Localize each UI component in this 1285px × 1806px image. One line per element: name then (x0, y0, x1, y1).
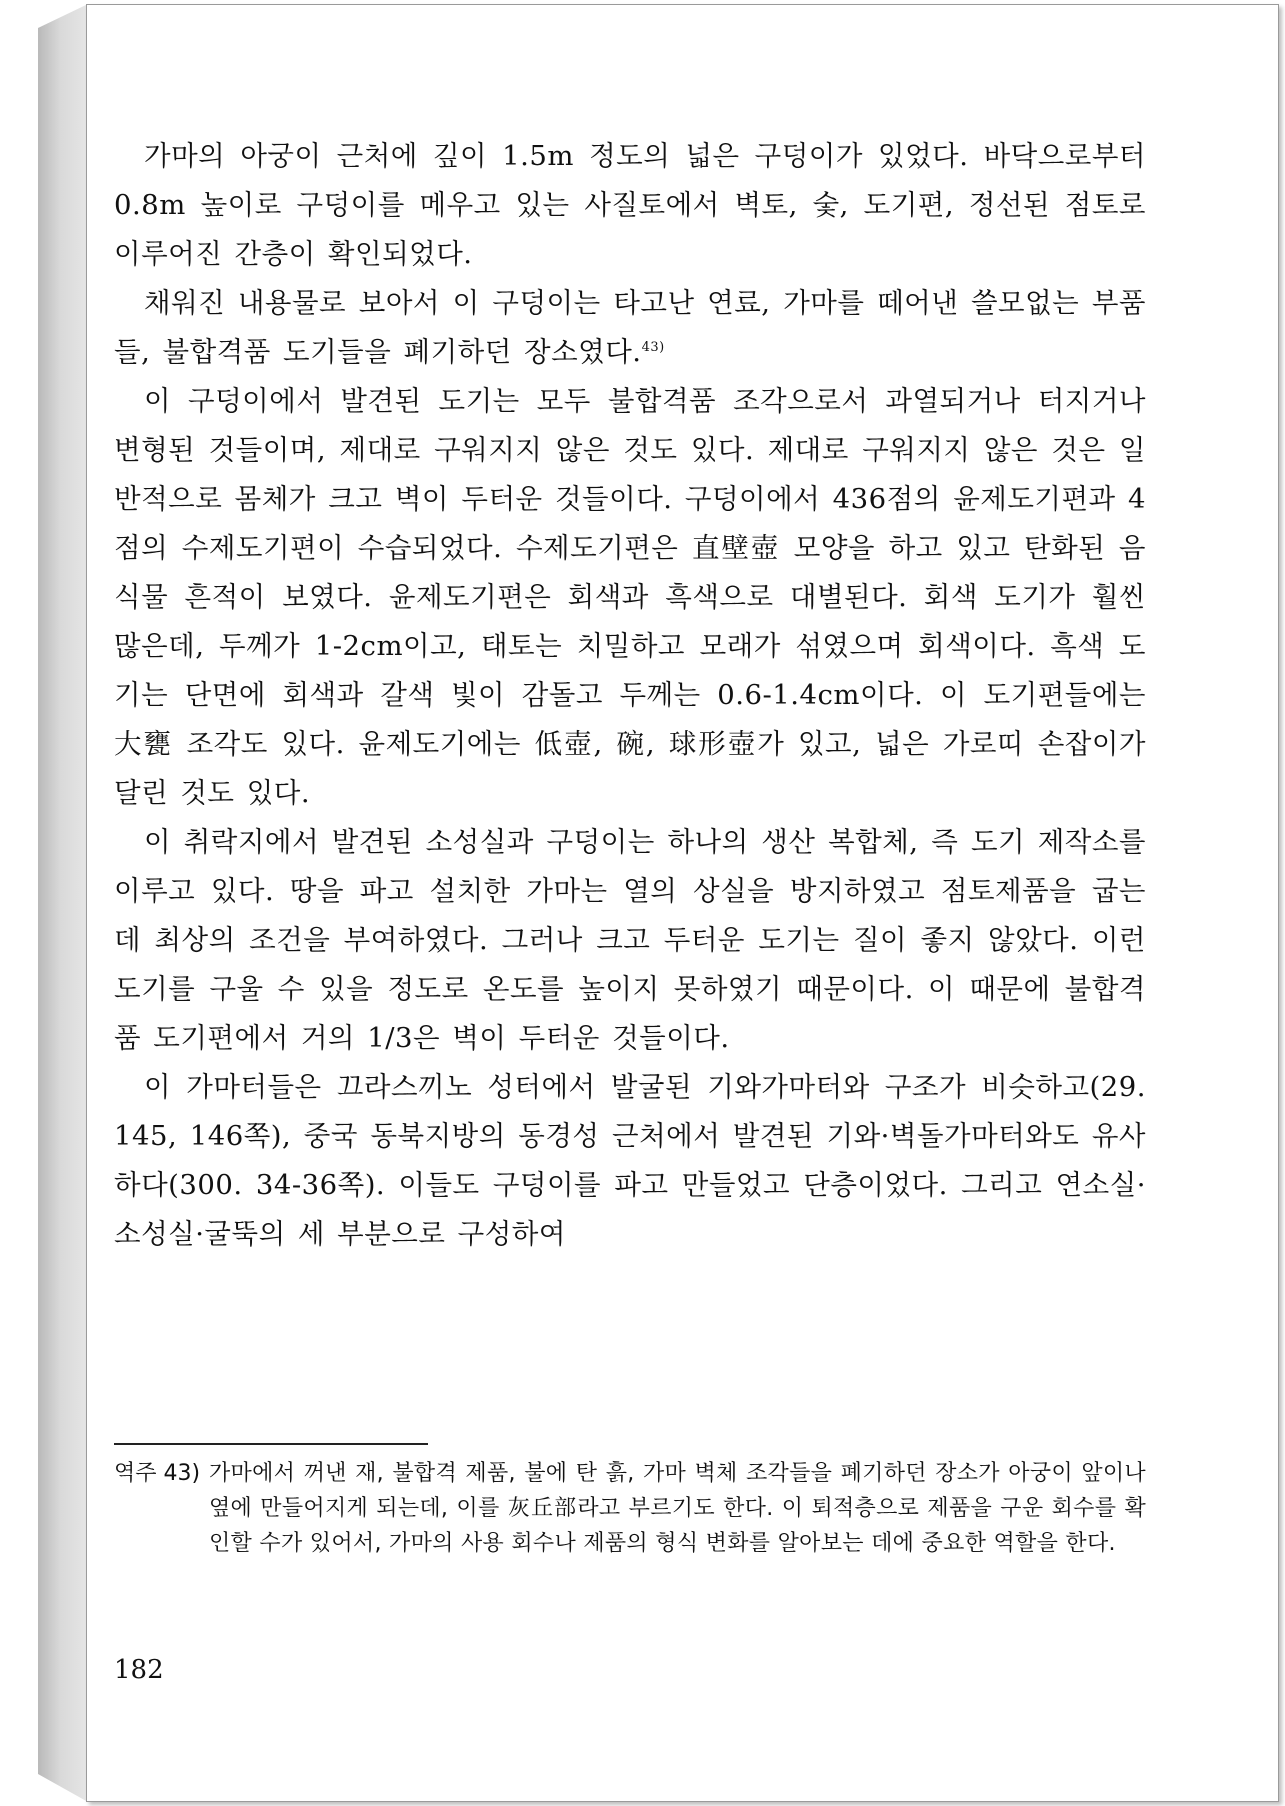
paragraph-4: 이 취락지에서 발견된 소성실과 구덩이는 하나의 생산 복합체, 즉 도기 제작소를 이루고 있다. 땅을 파고 설치한 가마는 열의 상실을 방지하였고 점토제품을 굽는 데 최상의 조건을 부여하였다. 그러나 크고 두터운 도기는 질이 좋지 않았다. 이런 도기를 구울 수 있을 정도로 온도를 높이지 못하였기 때문이다. 이 때문에 불합격품 도기편에서 거의 1/3은 벽이 두터운 것들이다. (114, 826, 1146, 1054)
footnote-label: 역주 43) (114, 1461, 201, 1486)
footnote-text: 가마에서 꺼낸 재, 불합격 제품, 불에 탄 흙, 가마 벽체 조각들을 폐기하던 장소가 아궁이 앞이나 옆에 만들어지게 되는데, 이를 灰丘部라고 부르기도 한다. 이 퇴적층으로 제품을 구운 회수를 확인할 수가 있어서, 가마의 사용 회수나 제품의 형식 변화를 알아보는 데에 중요한 역할을 한다. (209, 1461, 1146, 1556)
book-spine (38, 4, 88, 1802)
footnote-divider (114, 1443, 428, 1445)
page-number: 182 (114, 1655, 164, 1685)
footnote (114, 1456, 1146, 1561)
footnote-reference: 43) (641, 339, 665, 355)
paragraph-1: 가마의 아궁이 근처에 깊이 1.5m 정도의 넓은 구덩이가 있었다. 바닥으로부터 0.8m 높이로 구덩이를 메우고 있는 사질토에서 벽토, 숯, 도기편, 정선된 점토로 이루어진 간층이 확인되었다. (114, 140, 1146, 270)
body-text (114, 132, 1146, 1259)
paragraph-3: 이 구덩이에서 발견된 도기는 모두 불합격품 조각으로서 과열되거나 터지거나 변형된 것들이며, 제대로 구워지지 않은 것도 있다. 제대로 구워지지 않은 것은 일반적으로 몸체가 크고 벽이 두터운 것들이다. 구덩이에서 436점의 윤제도기편과 4점의 수제도기편이 수습되었다. 수제도기편은 直壁壺 모양을 하고 있고 탄화된 음식물 흔적이 보였다. 윤제도기편은 회색과 흑색으로 대별된다. 회색 도기가 훨씬 많은데, 두께가 1-2cm이고, 태토는 치밀하고 모래가 섞였으며 회색이다. 흑색 도기는 단면에 회색과 갈색 빛이 감돌고 두께는 0.6-1.4cm이다. 이 도기편들에는 大甕 조각도 있다. 윤제도기에는 低壺, 碗, 球形壺가 있고, 넓은 가로띠 손잡이가 달린 것도 있다. (114, 385, 1146, 809)
paragraph-2-text: 채워진 내용물로 보아서 이 구덩이는 타고난 연료, 가마를 떼어낸 쓸모없는 부품들, 불합격품 도기들을 폐기하던 장소였다. (114, 287, 1146, 368)
paragraph-5: 이 가마터들은 끄라스끼노 성터에서 발굴된 기와가마터와 구조가 비슷하고(29. 145, 146쪽), 중국 동북지방의 동경성 근처에서 발견된 기와·벽돌가마터와도 유사하다(300. 34-36쪽). 이들도 구덩이를 파고 만들었고 단층이었다. 그리고 연소실·소성실·굴뚝의 세 부분으로 구성하여 (114, 1071, 1146, 1250)
paragraph-2 (114, 279, 1146, 377)
